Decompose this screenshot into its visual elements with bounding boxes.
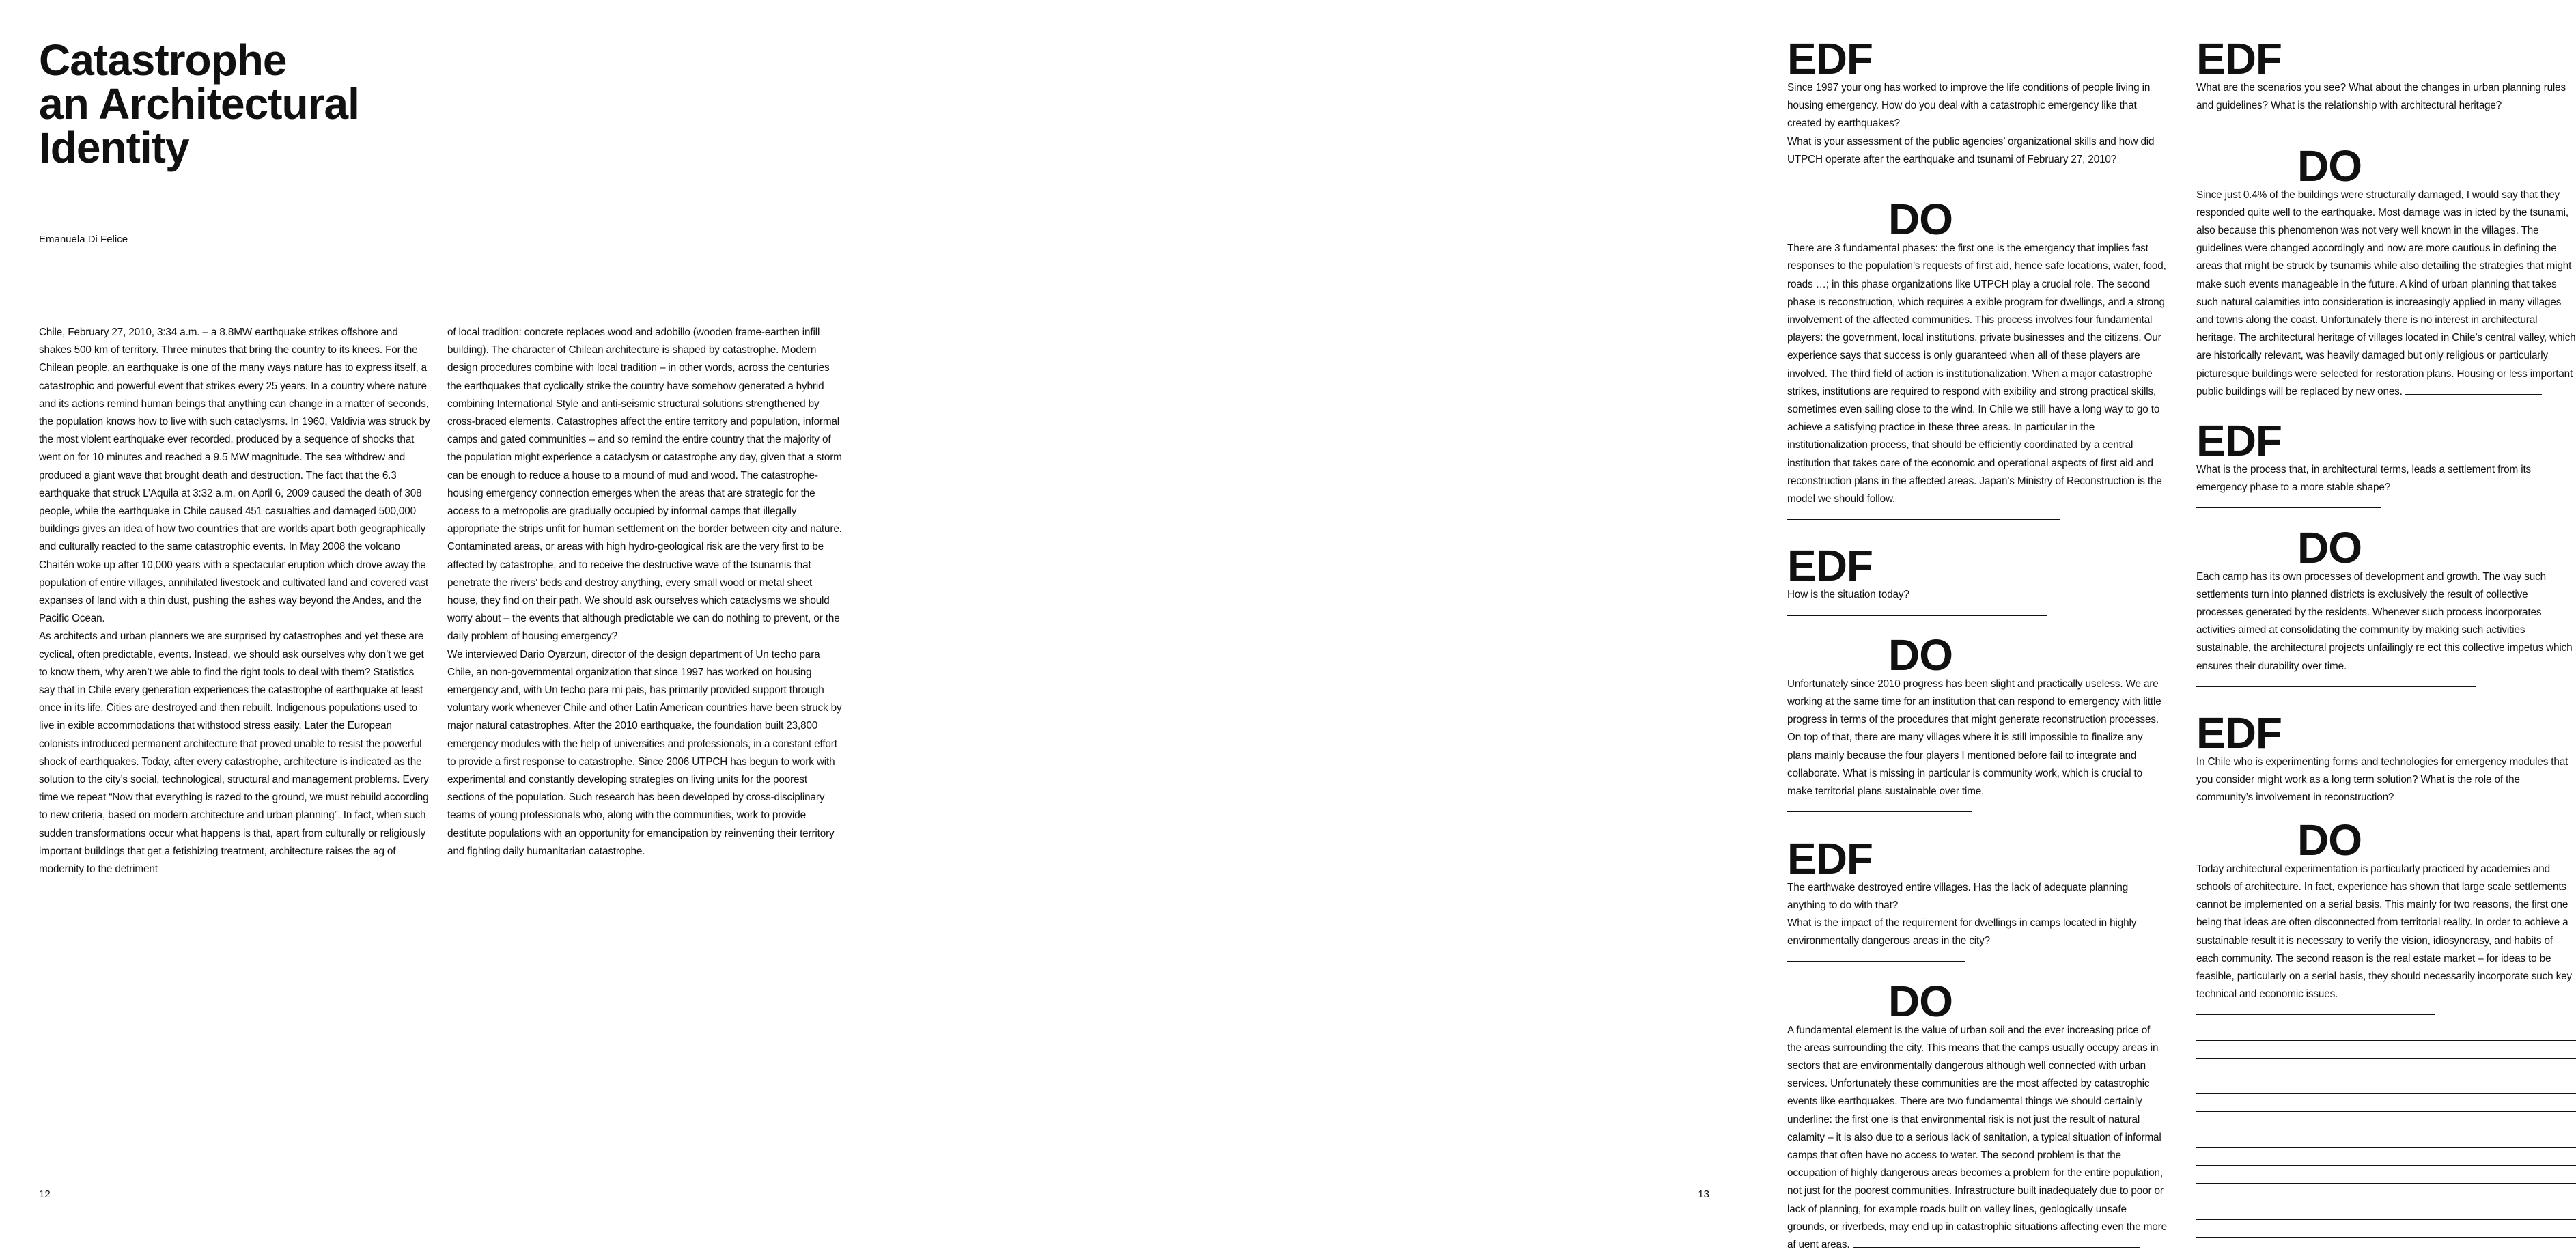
question-text: What is the impact of the requirement for dwellings in camps located in highly environmentally dangerous areas in the city?: [1787, 917, 2137, 947]
question-line: The earthwake destroyed entire villages. Has the lack of adequate planning anything to do with that?: [1787, 881, 2129, 911]
question-text: What is the process that, in architectural terms, leads a settlement from its emergency phase to a more stable shape?: [2196, 464, 2532, 494]
blank-line: [2196, 1112, 2576, 1130]
page-number-left: 12: [39, 1188, 51, 1200]
article-title: [39, 36, 517, 172]
answer-text: Today architectural experimentation is particularly practiced by academies and schools of architecture. In fact, experience has shown that large scale settlements cannot be implemented on a serial basis. This mainly for two reasons, the first one being that ideas are often disconnected from territorial reality. In order to achieve a sustainable result it is necessary to verify the vision, idiosyncrasy, and habits of each community. The second reason is the real estate market – for ideas to be feasible, particularly on a serial basis, they should necessarily incorporate such key technical and economic issues.: [2196, 863, 2572, 1001]
answer: [2196, 568, 2576, 693]
blank-line: [2196, 1094, 2576, 1112]
paragraph: Chile, February 27, 2010, 3:34 a.m. – a 8.8MW earthquake strikes offshore and shakes 500 km of territory. Three minutes that bring the country to its knees. For the Chilean people, an earthquake is one of the many ways nature has to express itself, a catastrophic and powerful event that strikes every 25 years. In a country where nature and its actions remind human beings that anything can change in a matter of seconds, the population knows how to live with such cataclysms. In 1960, Valdivia was struck by the most violent earthquake ever recorded, produced by a sequence of shocks that went on for 10 minutes and reached a 9.5 MW magnitude. The sea withdrew and produced a giant wave that brought death and destruction. The fact that the 6.3 earthquake that struck L’Aquila at 3:32 a.m. on April 6, 2009 caused the death of 308 people, while the earthquake in Chile caused 451 casualties and damaged 500,000 buildings gives an idea of how two countries that are worlds apart both geographically and culturally reacted to the same catastrophic events. In May 2008 the volcano Chaitén woke up after 10,000 years with a spectacular eruption which drove away the population of entire villages, annihilated livestock and cultivated land and covered vast expanses of land with a thin dust, pushing the ashes way beyond the Andes, and the Pacific Ocean.: [39, 326, 430, 625]
rule-line: [2396, 799, 2574, 800]
interview-column-right: [2196, 34, 2576, 1238]
question-text: What are the scenarios you see? What about the changes in urban planning rules and guidelines? What is the relationship with architectural heritage?: [2196, 82, 2566, 112]
question: [2196, 753, 2576, 807]
question-text: In Chile who is experimenting forms and technologies for emergency modules that you consider might work as a long term solution? What is the role of the community’s involvement in reconstruction?: [2196, 756, 2568, 804]
article-column-1: [39, 324, 432, 878]
answer-text: A fundamental element is the value of urban soil and the ever increasing price of the areas surrounding the city. This means that the camps usually occupy areas in sectors that are environmentally dangerous although well connected with urban services. Unfortunately these communities are the most affected by catastrophic events like earthquakes. There are two fundamental things we should certainly underline: the first one is that environmental risk is not just the result of natural calamity – it is also due to a serious lack of sanitation, a typical situation of informal camps that often have no access to water. The second problem is that the occupation of highly dangerous areas becomes a problem for the entire population, not just for the poorest communities. Infrastructure built inadequately due to poor or lack of planning, for example roads built on valley lines, geologically unsafe grounds, or riverbeds, may end up in catastrophic situations affecting even the more af uent areas.: [1787, 1024, 2167, 1251]
answer: [2196, 861, 2576, 1022]
blank-line: [2196, 1076, 2576, 1094]
answer: [1787, 1022, 2167, 1254]
blank-line: [2196, 1059, 2576, 1076]
question-text: What is your assessment of the public agencies’ organizational skills and how did UTPCH operate after the earthquake and tsunami of February 27, 2010?: [1787, 135, 2155, 165]
answer: [1787, 675, 2167, 819]
paragraph: As architects and urban planners we are surprised by catastrophes and yet these are cyclical, often predictable, events. Instead, we should ask ourselves why don’t we get to know them, why aren’t we able to find the right tools to deal with them? Statistics say that in Chile every generation experiences the catastrophe of earthquake at least once in its life. Cities are destroyed and then rebuilt. Indigenous populations used to live in exible accommodations that withstood stress easily. Later the European colonists introduced permanent architecture that proved unable to resist the powerful shock of earthquakes. Today, after every catastrophe, architecture is indicated as the solution to the city’s social, technological, structural and management problems. Every time we repeat “Now that everything is razed to the ground, we must rebuild according to new criteria, based on modern architecture and urban planning”. In fact, when such sudden transformations occur what happens is that, apart from culturally or religiously important buildings that get a fetishizing treatment, architecture raises the ag of modernity to the detriment: [39, 630, 429, 876]
rule-line: [2196, 686, 2476, 687]
blank-line: [2196, 1041, 2576, 1059]
author-name: Emanuela Di Felice: [39, 234, 128, 245]
question-line: [1787, 133, 2167, 187]
interviewee-label: DO: [1888, 630, 1952, 680]
interviewer-label: EDF: [2196, 34, 2282, 83]
blank-line: [2196, 1130, 2576, 1148]
interviewer-label: EDF: [2196, 416, 2282, 466]
blank-line: [2196, 1148, 2576, 1166]
answer: [1787, 240, 2167, 526]
rule-line: [2196, 507, 2381, 508]
question: [2196, 79, 2576, 133]
interviewee-label: DO: [1888, 976, 1952, 1026]
blank-line: [2196, 1220, 2576, 1238]
right-page: [874, 0, 2576, 1251]
interviewer-label: EDF: [1787, 34, 1873, 83]
article-column-2: [447, 324, 843, 861]
answer-text: There are 3 fundamental phases: the first one is the emergency that implies fast responses to the population’s requests of first aid, hence safe locations, water, food, roads …; in this phase organizations like UTPCH play a crucial role. The second phase is reconstruction, which requires a exible program for dwellings, and a strong involvement of the affected communities. This process involves four fundamental players: the government, local institutions, private businesses and the citizens. Our experience says that success is only guaranteed when all of these players are involved. The third field of action is institutionalization. When a major catastrophe strikes, institutions are required to respond with exibility and strong practical skills, sometimes even sailing close to the wind. In Chile we still have a long way to go to achieve a satisfying practice in these three areas. In particular in the institutionalization process, that should be efficiently coordinated by a central institution that takes care of the economic and operational aspects of first aid and reconstruction plans in the affected areas. Japan’s Ministry of Reconstruction is the model we should follow.: [1787, 242, 2166, 505]
question: [1787, 586, 2167, 622]
question: [1787, 79, 2167, 186]
rule-line: [1787, 615, 2047, 616]
page-number-right: 13: [1698, 1188, 1709, 1200]
answer-text: Since just 0.4% of the buildings were structurally damaged, I would say that they responded quite well to the earthquake. Most damage was in icted by the tsunami, also because this phenomenon was not very well known in the villages. The guidelines were changed accordingly and now are more cautious in defining the areas that might be struck by tsunamis while also detailing the strategies that might make such events manageable in the future. A kind of urban planning that takes such natural calamities into consideration is increasingly applied in many villages and towns along the coast. Unfortunately there is no interest in architectural heritage. The architectural heritage of villages located in Chile’s central valley, which are historically relevant, was heavily damaged but only religious or particularly picturesque buildings were selected for restoration plans. Housing or less important public buildings will be replaced by new ones.: [2196, 189, 2576, 398]
title-line-3: Identity: [39, 123, 189, 172]
interviewee-label: DO: [2297, 141, 2362, 191]
answer-text: Unfortunately since 2010 progress has been slight and practically useless. We are working at the same time for an institution that can respond to emergency with little progress in terms of the procedures that might generate reconstruction processes. On top of that, there are many villages where it is still impossible to finalize any plans mainly because the four players I mentioned before fail to integrate and collaborate. What is missing in particular is community work, which is crucial to make territorial plans sustainable over time.: [1787, 678, 2161, 798]
interviewer-label: EDF: [2196, 708, 2282, 758]
rule-line: [1787, 179, 1835, 180]
question-line: Since 1997 your ong has worked to improve the life conditions of people living in housing emergency. How do you deal with a catastrophic emergency like that created by earthquakes?: [1787, 82, 2151, 130]
answer-text: Each camp has its own processes of development and growth. The way such settlements turn into planned districts is exclusively the result of collective processes generated by the residents. Whenever such process incorporates activities aimed at consolidating the community by making such activities sustainable, the architectural projects unfailingly re ect this collective impetus which ensures their durability over time.: [2196, 570, 2573, 672]
rule-line: [2405, 393, 2542, 395]
interview-column-left: [1787, 34, 2167, 1254]
left-page: [0, 0, 874, 1224]
interviewee-label: DO: [1888, 195, 1952, 245]
paragraph: We interviewed Dario Oyarzun, director of the design department of Un techo para Chile, an non-governmental organization that since 1997 has worked on housing emergency and, with Un techo para mi pais, has primarily provided support through voluntary work whenever Chile and other Latin American countries have been struck by major natural catastrophes. After the 2010 earthquake, the foundation built 23,800 emergency modules with the help of universities and professionals, in a constant effort to provide a first response to catastrophe. Since 2006 UTPCH has begun to work with experimental and constantly developing strategies on living units for the poorest sections of the population. Such research has been developed by cross-disciplinary teams of young professionals who, along with the communities, work to provide destitute populations with an opportunity for emancipation by reinventing their territory and fighting daily humanitarian catastrophe.: [447, 648, 842, 857]
rule-line: [2196, 1014, 2435, 1015]
blank-line: [2196, 1166, 2576, 1184]
blank-line: [2196, 1023, 2576, 1041]
question: [2196, 461, 2576, 515]
interviewee-label: DO: [2297, 522, 2362, 572]
paragraph: of local tradition: concrete replaces wood and adobillo (wooden frame-earthen infill building). The character of Chilean architecture is shaped by catastrophe. Modern design procedures combine with local tradition – in other words, across the centuries the earthquakes that cyclically strike the country have somehow generated a hybrid combining International Style and anti-seismic structural solutions strengthened by cross-braced elements. Catastrophes affect the entire territory and population, informal camps and gated communities – and so remind the entire country that the majority of the population might experience a cataclysm or catastrophe any day, given that a storm can be enough to reduce a house to a mound of mud and wood. The catastrophe-housing emergency connection emerges when the areas that are strategic for the access to a metropolis are gradually occupied by informal camps that illegally appropriate the strips unfit for human settlement on the border between city and nature. Contaminated areas, or areas with high hydro-geological risk are the very first to be affected by catastrophe, and to receive the destructive wave of the tsunamis that penetrate the rivers’ beds and destroy anything, every small wood or metal sheet house, they find on their path. We should ask ourselves which cataclysms we should worry about – the events that although predictable we can do nothing to prevent, or the daily problem of housing emergency?: [447, 326, 842, 643]
question-line: [1787, 915, 2167, 969]
interviewee-label: DO: [2297, 815, 2362, 865]
question-text: How is the situation today?: [1787, 589, 1909, 601]
title-line-1: Catastrophe: [39, 36, 287, 85]
answer: [2196, 186, 2576, 401]
question: [1787, 879, 2167, 969]
rule-line: [1787, 960, 1965, 962]
blank-line: [2196, 1184, 2576, 1201]
rule-line: [2196, 125, 2268, 126]
interviewer-label: EDF: [1787, 541, 1873, 591]
rule-line: [1853, 1246, 2140, 1248]
rule-line: [1787, 518, 2060, 520]
rule-line: [1787, 811, 1972, 812]
blank-line: [2196, 1201, 2576, 1219]
blank-writing-lines: [2196, 1023, 2576, 1238]
title-line-2: an Architectural: [39, 79, 359, 128]
interviewer-label: EDF: [1787, 833, 1873, 883]
